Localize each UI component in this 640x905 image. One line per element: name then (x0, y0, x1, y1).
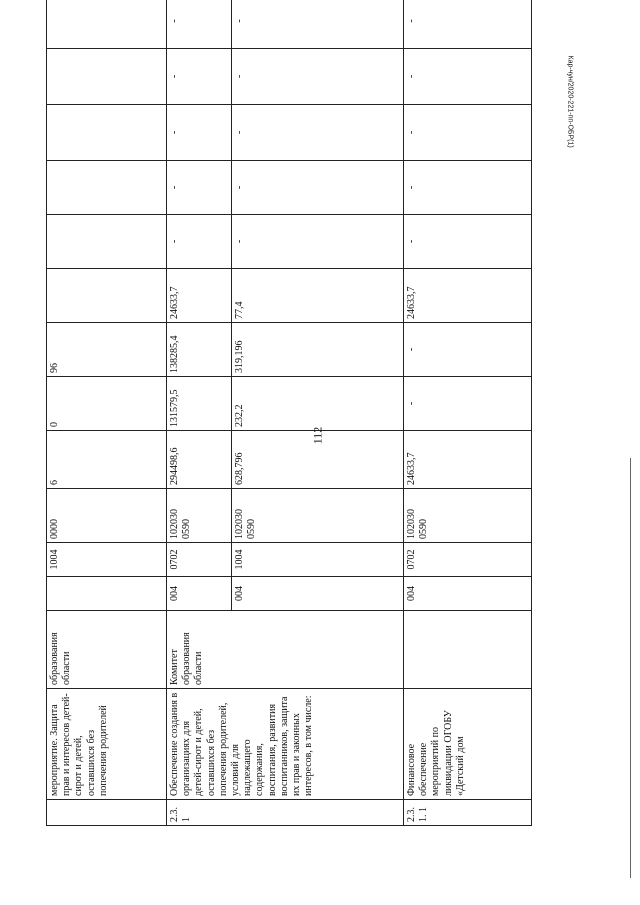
document-code: Кар-чун/2020-221-пп-ОБР(1) (566, 55, 574, 148)
budget-table (46, 0, 532, 826)
row-executor (404, 611, 532, 689)
cell-value-8: - (232, 0, 404, 49)
cell-value-8: - (167, 0, 232, 49)
cell-value-5: - (167, 161, 232, 215)
cell-value-3 (47, 269, 167, 323)
cell-value-4: - (404, 215, 532, 269)
row-name: мероприятие. Защита прав и интересов детей-сирот и детей, оставшихся без попечения родителей (47, 689, 167, 800)
cell-value-8 (47, 0, 167, 49)
row-name: Финансовое обеспечение мероприятий по ликвидации ОГОБУ «Детский дом (404, 689, 532, 800)
cell-vr: 628,796 (232, 431, 404, 489)
cell-grbs: 004 (167, 577, 232, 611)
row-executor: образования области (47, 611, 167, 689)
cell-rzpr: 1004 (47, 543, 167, 577)
cell-value-7 (47, 49, 167, 105)
cell-value-4 (47, 215, 167, 269)
cell-csr: 102030 0590 (404, 489, 532, 543)
table-row (167, 0, 232, 826)
cell-value-3: 77,4 (232, 269, 404, 323)
cell-grbs: 004 (232, 577, 404, 611)
row-name: Обеспечение создания в организациях для детей-сирот и детей, оставшихся без попечения родителей, условий для надлежащего содержания, воспитания, развития воспитанников, защита их прав и законных интересов, в том числе: (167, 689, 404, 800)
scan-edge-line (630, 458, 631, 878)
cell-value-1: - (404, 377, 532, 431)
cell-vr: 6 (47, 431, 167, 489)
cell-value-1: 131579,5 (167, 377, 232, 431)
cell-value-4: - (232, 215, 404, 269)
cell-value-3: 24633,7 (167, 269, 232, 323)
cell-rzpr: 0702 (167, 543, 232, 577)
cell-grbs: 004 (404, 577, 532, 611)
cell-value-2: 138285,4 (167, 323, 232, 377)
row-code (47, 800, 167, 826)
cell-csr: 0000 (47, 489, 167, 543)
cell-value-8: - (404, 0, 532, 49)
row-code: 2.3.1 (167, 800, 404, 826)
row-executor: Комитет образования области (167, 611, 404, 689)
cell-rzpr: 1004 (232, 543, 404, 577)
cell-value-6 (47, 105, 167, 161)
row-code: 2.3.1. 1 (404, 800, 532, 826)
cell-csr: 102030 0590 (232, 489, 404, 543)
cell-value-2: 319,196 (232, 323, 404, 377)
cell-value-7: - (404, 49, 532, 105)
table-row (404, 0, 532, 826)
cell-rzpr: 0702 (404, 543, 532, 577)
cell-value-5: - (232, 161, 404, 215)
cell-value-5 (47, 161, 167, 215)
cell-grbs (47, 577, 167, 611)
budget-table-rotated (46, 19, 531, 826)
cell-value-6: - (232, 105, 404, 161)
cell-csr: 102030 0590 (167, 489, 232, 543)
cell-vr: 294498,6 (167, 431, 232, 489)
cell-value-1: 0 (47, 377, 167, 431)
cell-value-5: - (404, 161, 532, 215)
cell-value-4: - (167, 215, 232, 269)
cell-vr: 24633,7 (404, 431, 532, 489)
page-number: 112 (310, 426, 325, 445)
cell-value-3: 24633,7 (404, 269, 532, 323)
cell-value-6: - (404, 105, 532, 161)
cell-value-6: - (167, 105, 232, 161)
cell-value-1: 232,2 (232, 377, 404, 431)
cell-value-7: - (167, 49, 232, 105)
cell-value-2: 96 (47, 323, 167, 377)
cell-value-2: - (404, 323, 532, 377)
budget-table-wrapper (46, 19, 531, 826)
table-row (47, 0, 167, 826)
cell-value-7: - (232, 49, 404, 105)
